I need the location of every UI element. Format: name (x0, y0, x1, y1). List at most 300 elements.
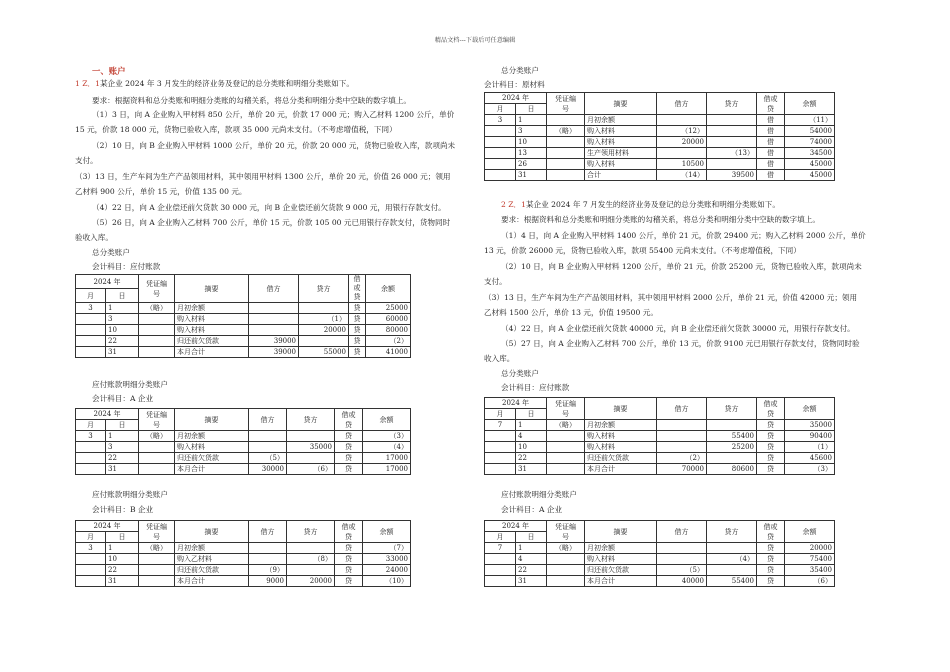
cell-credit (299, 336, 349, 347)
cell-day: 1 (106, 543, 139, 554)
cell-summary: 购入材料 (585, 126, 657, 137)
summary-header: 摘要 (175, 409, 249, 431)
cell-month (485, 170, 516, 181)
cell-day: 10 (516, 442, 547, 453)
cell-voucher (139, 576, 175, 587)
cell-dc: 贷 (757, 565, 785, 576)
cell-month (76, 325, 106, 336)
cell-debit: 39000 (249, 336, 299, 347)
cell-credit (287, 543, 335, 554)
cell-summary: 归还前欠货款 (175, 453, 249, 464)
cell-credit (287, 431, 335, 442)
cell-month (76, 554, 106, 565)
voucher-header: 凭证编 号 (547, 398, 585, 420)
cell-balance: 35000 (785, 420, 835, 431)
cell-dc: 贷 (335, 442, 363, 453)
cell-month (485, 137, 516, 148)
question-1-intro (75, 79, 354, 89)
ledger-row (76, 314, 411, 325)
cell-day: 31 (106, 464, 139, 475)
cell-month (485, 565, 516, 576)
ledger-row (485, 115, 835, 126)
table-header-row (76, 275, 411, 289)
q1-item-2b: 支付。 (75, 156, 98, 165)
cell-day: 22 (516, 565, 547, 576)
cell-balance: 80000 (366, 325, 411, 336)
cell-voucher (547, 431, 585, 442)
cell-balance: 75400 (785, 554, 835, 565)
cell-credit (287, 565, 335, 576)
ledger-row (76, 543, 411, 554)
cell-balance: 35400 (785, 565, 835, 576)
ledger-row (76, 303, 411, 314)
ledger-row (76, 431, 411, 442)
cell-balance: 17000 (363, 464, 411, 475)
ledger-row (485, 170, 835, 181)
cell-dc: 贷 (757, 453, 785, 464)
cell-balance: 24000 (363, 565, 411, 576)
table-4-subject: 会计科目：原材料 (484, 80, 545, 89)
cell-credit (707, 115, 757, 126)
voucher-header: 凭证编 号 (139, 409, 175, 431)
cell-balance: （6） (785, 576, 835, 587)
cell-debit (249, 325, 299, 336)
cell-month (76, 336, 106, 347)
cell-dc: 贷 (349, 336, 366, 347)
month-header: 月 (485, 532, 516, 543)
voucher-header: 凭证编 号 (547, 93, 585, 115)
q2-item-1a: （1）4 日，向 A 企业购入甲材料 1400 公斤，单价 21 元，价款 29400 元；购入乙材料 2000 公斤，单价 (501, 231, 866, 240)
cell-dc: 贷 (757, 576, 785, 587)
cell-voucher (547, 115, 585, 126)
ledger-row (485, 126, 835, 137)
cell-summary: 月初余额 (585, 420, 657, 431)
cell-month (76, 576, 106, 587)
cell-summary: 购入乙材料 (175, 554, 249, 565)
cell-credit: 35000 (287, 442, 335, 453)
credit-header: 贷方 (707, 521, 757, 543)
cell-month (485, 148, 516, 159)
cell-voucher (547, 576, 585, 587)
cell-day: 4 (516, 554, 547, 565)
cell-debit: （12） (657, 126, 707, 137)
dc-header: 借或 贷 (757, 93, 785, 115)
cell-summary: 归还前欠货款 (175, 336, 249, 347)
cell-summary: 月初余额 (175, 303, 249, 314)
year-header: 2024 年 (76, 275, 139, 289)
cell-voucher: （略） (139, 431, 175, 442)
cell-credit: 80600 (707, 464, 757, 475)
cell-debit (249, 314, 299, 325)
question-2-requirement: 要求：根据资料和总分类账和明细分类账的勾稽关系，将总分类和明细分类中空缺的数字填上。 (501, 215, 820, 224)
cell-day: 22 (516, 453, 547, 464)
cell-summary: 购入材料 (175, 325, 249, 336)
cell-debit (249, 442, 287, 453)
cell-voucher (547, 148, 585, 159)
ledger-row (76, 453, 411, 464)
q1-item-5b: 验收入库。 (75, 233, 113, 242)
cell-credit (707, 565, 757, 576)
cell-voucher (547, 170, 585, 181)
cell-voucher: （略） (139, 303, 175, 314)
cell-debit: 9000 (249, 576, 287, 587)
cell-summary: 购入材料 (585, 442, 657, 453)
cell-voucher: （略） (139, 543, 175, 554)
debit-header: 借方 (657, 93, 707, 115)
q1-item-1a: （1）3 日，向 A 企业购入甲材料 850 公斤，单价 20 元，价款 17 000 元；购入乙材料 1200 公斤，单价 (92, 110, 455, 119)
cell-voucher (139, 347, 175, 358)
question-1-requirement: 要求：根据资料和总分类账和明细分类账的勾稽关系，将总分类和明细分类中空缺的数字填上。 (92, 96, 411, 105)
cell-debit: （14） (657, 170, 707, 181)
table-4-title: 总分类账户 (501, 66, 539, 75)
cell-voucher (547, 137, 585, 148)
ledger-row (485, 148, 835, 159)
q1-item-3a: （3）13 日，生产车间为生产产品领用材料，其中领用甲材料 1300 公斤，单价 20 元，价值 26 000 元；领用 (75, 172, 451, 181)
cell-balance: （1） (785, 442, 835, 453)
question-1-intro-text: 某企业 2024 年 3 月发生的经济业务及登记的总分类账和明细分类账如下。 (99, 79, 354, 88)
q2-item-5a: （5）27 日，向 A 企业购入乙材料 700 公斤，单价 13 元，价款 9100 元已用银行存款支付，货物同时验 (501, 339, 860, 348)
question-1-number: 1 Z．1 (75, 79, 100, 88)
balance-header: 余额 (785, 93, 835, 115)
ledger-row (485, 442, 835, 453)
cell-voucher (139, 554, 175, 565)
debit-header: 借方 (249, 521, 287, 543)
dc-header: 借或 贷 (757, 398, 785, 420)
cell-dc: 贷 (757, 464, 785, 475)
table-6-subject: 会计科目：A 企业 (501, 505, 563, 514)
summary-header: 摘要 (585, 93, 657, 115)
cell-credit (707, 420, 757, 431)
table-2-subject: 会计科目：A 企业 (92, 394, 154, 403)
dc-header: 借 或 贷 (349, 275, 366, 303)
cell-balance: （7） (363, 543, 411, 554)
cell-debit: （9） (249, 565, 287, 576)
ledger-row (76, 576, 411, 587)
cell-credit: （6） (287, 464, 335, 475)
cell-summary: 月初余额 (585, 115, 657, 126)
cell-balance: 25000 (366, 303, 411, 314)
ledger-row (76, 325, 411, 336)
cell-month: 7 (485, 543, 516, 554)
cell-day: 13 (516, 148, 547, 159)
cell-day: 3 (106, 314, 139, 325)
cell-credit (299, 303, 349, 314)
ledger-table-6 (484, 520, 835, 587)
ledger-row (485, 565, 835, 576)
table-6-title: 应付账款明细分类账户 (501, 490, 577, 499)
cell-credit (707, 543, 757, 554)
cell-month (76, 453, 106, 464)
cell-debit: 30000 (249, 464, 287, 475)
q2-item-3b: 乙材料 1500 公斤，单价 13 元，价值 19500 元。 (484, 308, 658, 317)
cell-voucher (139, 325, 175, 336)
cell-debit: 40000 (657, 576, 707, 587)
summary-header: 摘要 (585, 398, 657, 420)
cell-debit (657, 431, 707, 442)
cell-day: 3 (106, 442, 139, 453)
day-header: 日 (106, 420, 139, 431)
ledger-row (485, 137, 835, 148)
cell-balance: 60000 (366, 314, 411, 325)
day-header: 日 (516, 532, 547, 543)
ledger-row (76, 336, 411, 347)
voucher-header: 凭证编 号 (139, 521, 175, 543)
cell-credit: 20000 (299, 325, 349, 336)
cell-dc: 贷 (335, 431, 363, 442)
cell-voucher (547, 442, 585, 453)
q2-item-2b: 支付。 (484, 277, 507, 286)
table-5-title: 总分类账户 (501, 369, 539, 378)
cell-voucher: （略） (547, 420, 585, 431)
cell-day: 22 (106, 453, 139, 464)
table-3-subject: 会计科目：B 企业 (92, 505, 154, 514)
month-header: 月 (485, 104, 516, 115)
cell-day: 10 (106, 554, 139, 565)
dc-header: 借或 贷 (335, 521, 363, 543)
cell-summary: 购入材料 (175, 314, 249, 325)
cell-summary: 月初余额 (585, 543, 657, 554)
credit-header: 贷方 (287, 409, 335, 431)
q1-item-5a: （5）26 日，向 A 企业购入乙材料 700 公斤，单价 15 元，价款 105 00 元已用银行存款支付，货物同时 (92, 218, 451, 227)
table-5-subject: 会计科目：应付账款 (501, 383, 570, 392)
cell-debit: 10500 (657, 159, 707, 170)
cell-credit: 55400 (707, 576, 757, 587)
cell-balance: 34500 (785, 148, 835, 159)
cell-debit: （5） (657, 565, 707, 576)
summary-header: 摘要 (175, 275, 249, 303)
cell-day: 4 (516, 431, 547, 442)
debit-header: 借方 (657, 398, 707, 420)
section-title: 一、账户 (92, 66, 126, 76)
cell-balance: （2） (366, 336, 411, 347)
cell-day: 1 (516, 543, 547, 554)
summary-header: 摘要 (585, 521, 657, 543)
cell-month (76, 464, 106, 475)
cell-debit (249, 554, 287, 565)
ledger-row (485, 543, 835, 554)
cell-credit (287, 453, 335, 464)
cell-dc: 贷 (349, 347, 366, 358)
cell-debit (657, 115, 707, 126)
cell-dc: 贷 (335, 554, 363, 565)
cell-day: 3 (516, 126, 547, 137)
cell-debit: 39000 (249, 347, 299, 358)
cell-dc: 借 (757, 148, 785, 159)
cell-summary: 购入材料 (585, 137, 657, 148)
cell-credit (707, 159, 757, 170)
cell-debit: （2） (657, 453, 707, 464)
cell-voucher (139, 464, 175, 475)
cell-voucher: （略） (547, 126, 585, 137)
debit-header: 借方 (249, 409, 287, 431)
cell-voucher (139, 336, 175, 347)
cell-voucher (547, 565, 585, 576)
cell-dc: 贷 (349, 325, 366, 336)
q1-item-1b: 15 元，价款 18 000 元，货物已验收入库，款项 35 000 元尚未支付。（不考虑增值税，下同） (75, 125, 397, 134)
voucher-header: 凭证编 号 (139, 275, 175, 303)
cell-dc: 贷 (757, 431, 785, 442)
cell-balance: 20000 (785, 543, 835, 554)
dc-header: 借或 贷 (757, 521, 785, 543)
cell-balance: 33000 (363, 554, 411, 565)
cell-dc: 贷 (335, 565, 363, 576)
question-2-number: 2 Z．1 (501, 200, 526, 209)
year-header: 2024 年 (76, 521, 139, 532)
voucher-header: 凭证编 号 (547, 521, 585, 543)
cell-day: 31 (516, 576, 547, 587)
cell-balance: 17000 (363, 453, 411, 464)
ledger-row (485, 420, 835, 431)
cell-month (485, 464, 516, 475)
cell-day: 31 (106, 576, 139, 587)
cell-debit (657, 554, 707, 565)
cell-credit: （4） (707, 554, 757, 565)
cell-month (485, 554, 516, 565)
cell-voucher (547, 554, 585, 565)
cell-dc: 贷 (335, 453, 363, 464)
q2-item-5b: 收入库。 (484, 354, 515, 363)
cell-balance: （3） (785, 464, 835, 475)
cell-month (76, 347, 106, 358)
cell-summary: 本月合计 (175, 464, 249, 475)
cell-debit (249, 543, 287, 554)
cell-voucher (139, 314, 175, 325)
cell-month (76, 442, 106, 453)
q1-item-2a: （2）10 日，向 B 企业购入甲材料 1000 公斤，单价 20 元，价款 20 000 元，货物已验收入库，款项尚未 (92, 141, 456, 150)
ledger-row (485, 431, 835, 442)
month-header: 月 (76, 289, 106, 303)
cell-voucher (547, 159, 585, 170)
question-2-intro-text: 某企业 2024 年 7 月发生的经济业务及登记的总分类账和明细分类账如下。 (525, 200, 780, 209)
cell-month: 3 (76, 303, 106, 314)
q2-item-2: （2）10 日，向 B 企业购入甲材料 1200 公斤，单价 21 元，价款 25200 元，货物已验收入库，款项尚未 (501, 262, 862, 271)
cell-summary: 购入材料 (585, 554, 657, 565)
cell-summary: 本月合计 (175, 576, 249, 587)
table-3-title: 应付账款明细分类账户 (92, 490, 168, 499)
cell-dc: 借 (757, 170, 785, 181)
credit-header: 贷方 (707, 93, 757, 115)
cell-dc: 借 (757, 115, 785, 126)
cell-day: 10 (106, 325, 139, 336)
cell-dc: 贷 (757, 442, 785, 453)
cell-day: 31 (516, 170, 547, 181)
ledger-row (76, 347, 411, 358)
cell-day: 31 (106, 347, 139, 358)
cell-credit: 55400 (707, 431, 757, 442)
q2-item-3a: （3）13 日，生产车间为生产产品领用材料，其中领用甲材料 2000 公斤，单价 21 元，价值 42000 元；领用 (484, 293, 858, 302)
cell-debit: （5） (249, 453, 287, 464)
credit-header: 贷方 (287, 521, 335, 543)
cell-balance: 74000 (785, 137, 835, 148)
q2-item-4: （4）22 日，向 A 企业偿还前欠货款 40000 元，向 B 企业偿还前欠货款 30000 元，用银行存款支付。 (501, 324, 855, 333)
cell-month (76, 314, 106, 325)
cell-month (485, 576, 516, 587)
cell-month: 3 (485, 115, 516, 126)
credit-header: 贷方 (299, 275, 349, 303)
cell-credit: 39500 (707, 170, 757, 181)
year-header: 2024 年 (485, 398, 547, 409)
day-header: 日 (516, 104, 547, 115)
cell-balance: 90400 (785, 431, 835, 442)
cell-credit: 55000 (299, 347, 349, 358)
cell-dc: 贷 (349, 314, 366, 325)
cell-day: 1 (516, 115, 547, 126)
cell-dc: 贷 (757, 420, 785, 431)
year-header: 2024 年 (485, 521, 547, 532)
ledger-row (76, 442, 411, 453)
question-2-intro (501, 200, 780, 210)
cell-day: 10 (516, 137, 547, 148)
day-header: 日 (516, 409, 547, 420)
cell-balance: 54000 (785, 126, 835, 137)
cell-credit (707, 453, 757, 464)
cell-dc: 贷 (757, 543, 785, 554)
cell-day: 1 (106, 303, 139, 314)
balance-header: 余额 (363, 409, 411, 431)
month-header: 月 (76, 420, 106, 431)
ledger-table-3 (75, 520, 411, 587)
cell-voucher (139, 565, 175, 576)
cell-day: 22 (106, 565, 139, 576)
cell-summary: 月初余额 (175, 431, 249, 442)
ledger-row (76, 565, 411, 576)
cell-debit (657, 420, 707, 431)
cell-debit (657, 543, 707, 554)
cell-dc: 借 (757, 159, 785, 170)
cell-summary: 本月合计 (585, 464, 657, 475)
cell-debit (657, 148, 707, 159)
cell-balance: （11） (785, 115, 835, 126)
cell-debit: 70000 (657, 464, 707, 475)
cell-voucher (139, 453, 175, 464)
cell-summary: 本月合计 (585, 576, 657, 587)
cell-month (485, 453, 516, 464)
cell-month: 3 (76, 431, 106, 442)
cell-summary: 生产领用材料 (585, 148, 657, 159)
balance-header: 余额 (366, 275, 411, 303)
cell-summary: 购入材料 (585, 159, 657, 170)
page-header: 精品文档---下载后可任意编辑 (434, 37, 516, 44)
cell-summary: 购入材料 (585, 431, 657, 442)
cell-summary: 归还前欠货款 (175, 565, 249, 576)
q1-item-3b: 乙材料 900 公斤，单价 15 元，价值 135 00 元。 (75, 187, 247, 196)
cell-credit: （1） (299, 314, 349, 325)
cell-voucher (139, 442, 175, 453)
dc-header: 借或 贷 (335, 409, 363, 431)
cell-credit: 25200 (707, 442, 757, 453)
cell-day: 1 (106, 431, 139, 442)
day-header: 日 (106, 289, 139, 303)
cell-summary: 合计 (585, 170, 657, 181)
cell-day: 1 (516, 420, 547, 431)
cell-credit: （8） (287, 554, 335, 565)
month-header: 月 (76, 532, 106, 543)
cell-day: 26 (516, 159, 547, 170)
balance-header: 余额 (785, 398, 835, 420)
cell-summary: 本月合计 (175, 347, 249, 358)
cell-summary: 购入材料 (175, 442, 249, 453)
cell-summary: 归还前欠货款 (585, 565, 657, 576)
cell-month (485, 442, 516, 453)
ledger-table-2 (75, 408, 411, 475)
ledger-row (485, 159, 835, 170)
cell-month (485, 159, 516, 170)
ledger-row (76, 464, 411, 475)
debit-header: 借方 (249, 275, 299, 303)
ledger-table-1 (75, 274, 411, 358)
cell-debit: 20000 (657, 137, 707, 148)
ledger-row (76, 554, 411, 565)
